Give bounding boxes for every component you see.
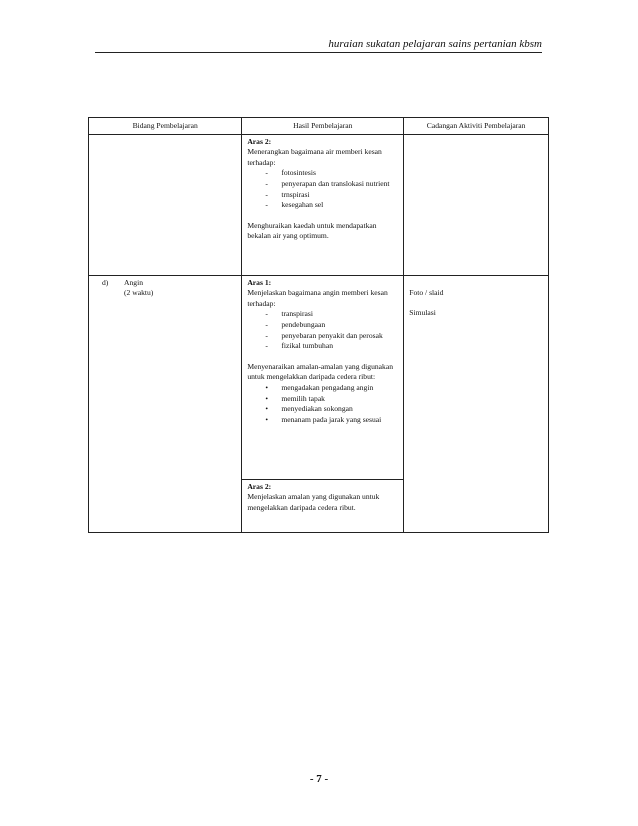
outcome-list <box>247 383 398 425</box>
outcome-closing: Menghuraikan kaedah untuk mendapatkan bekalan air yang optimum. <box>247 220 377 241</box>
table-row <box>89 134 549 275</box>
list-item: • menyediakan sokongan <box>247 404 398 415</box>
outcome-text: Menjelaskan amalan yang digunakan untuk mengelakkan daripada cedera ribut. <box>247 492 380 512</box>
outcome-list <box>247 309 398 351</box>
level-label: Aras 2: <box>247 481 272 491</box>
list-item: - fotosintesis <box>247 168 398 179</box>
list-item: • mengadakan pengadang angin <box>247 383 398 394</box>
outcome-list <box>247 168 398 210</box>
activity-item: Foto / slaid <box>409 287 444 297</box>
subject-cell <box>89 275 242 532</box>
list-item: - trnspirasi <box>247 190 398 201</box>
running-header <box>95 38 542 53</box>
table-header-row <box>89 118 549 135</box>
column-header: Cadangan Aktiviti Pembelajaran <box>404 118 549 135</box>
level-label: Aras 1: <box>247 277 272 287</box>
list-item: - penyerapan dan translokasi nutrient <box>247 179 398 190</box>
outcome-cell <box>242 275 404 479</box>
subject-duration: (2 waktu) <box>124 288 154 298</box>
list-item: - penyebaran penyakit dan perosak <box>247 331 398 342</box>
activity-item: Simulasi <box>409 308 436 318</box>
outcome-intro: Menyenaraikan amalan-amalan yang digunakan untuk mengelakkan daripada cedera ribut: <box>247 361 394 382</box>
list-item: • memilih tapak <box>247 394 398 405</box>
column-header: Bidang Pembelajaran <box>89 118 242 135</box>
list-item: - fizikal tumbuhan <box>247 341 398 352</box>
column-header: Hasil Pembelajaran <box>242 118 404 135</box>
list-item: • menanam pada jarak yang sesuai <box>247 415 398 426</box>
list-item: - transpirasi <box>247 309 398 320</box>
outcome-cell <box>242 479 404 532</box>
table-row <box>89 275 549 479</box>
running-title: huraian sukatan pelajaran sains pertanian kbsm <box>328 38 542 50</box>
outcome-cell <box>242 134 404 275</box>
list-item: - kesegahan sel <box>247 200 398 211</box>
list-item: - pendebungaan <box>247 320 398 331</box>
level-label: Aras 2: <box>247 136 272 146</box>
outcome-intro: Menerangkan bagaimana air memberi kesan terhadap: <box>247 147 382 167</box>
outcome-intro: Menjelaskan bagaimana angin memberi kesan terhadap: <box>247 288 388 308</box>
subject-code: d) <box>102 277 109 287</box>
subject-title: Angin <box>124 277 143 287</box>
page-number: - 7 - <box>309 773 329 785</box>
subject-cell <box>89 134 242 275</box>
syllabus-table <box>88 117 549 533</box>
activity-cell <box>404 275 549 532</box>
activity-cell <box>404 134 549 275</box>
